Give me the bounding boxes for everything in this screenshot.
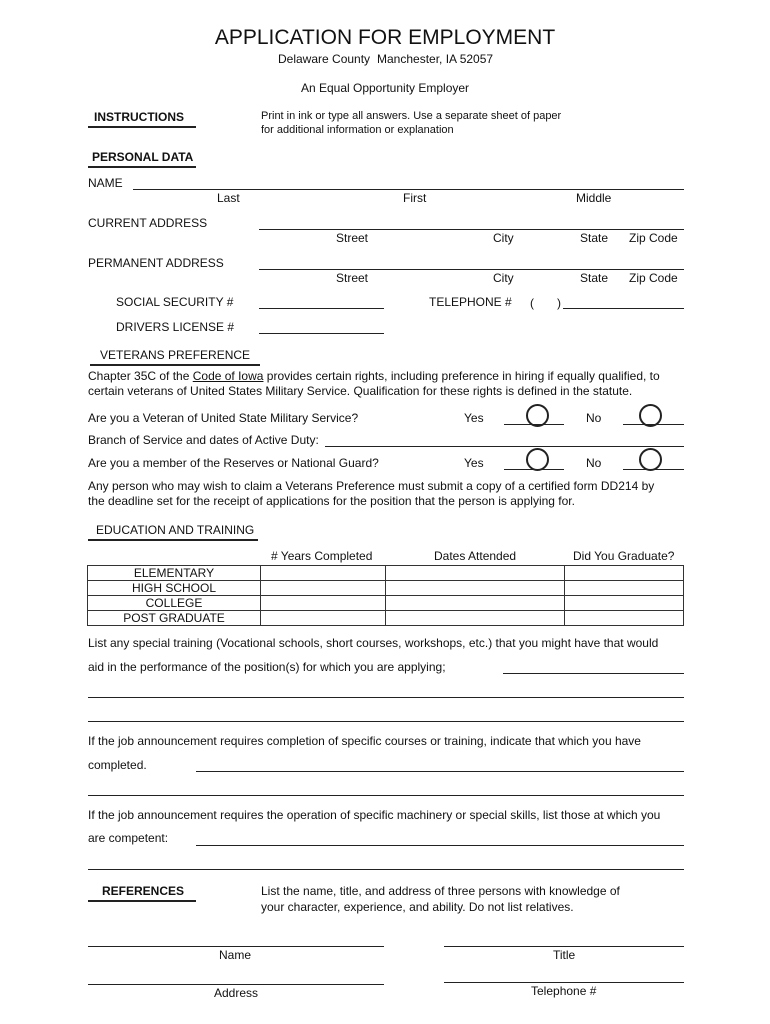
drivers-license-label: DRIVERS LICENSE # xyxy=(116,320,235,334)
claim-line-1: Any person who may wish to claim a Veterans Preference must submit a copy of a certified form DD214 by xyxy=(88,479,655,493)
reference-title-caption: Title xyxy=(553,948,576,962)
post-graduate-years-cell[interactable] xyxy=(261,611,386,626)
telephone-paren-open: ( xyxy=(530,296,534,310)
veterans-chapter-line-2: certain veterans of United States Military Service. Qualification for these rights is defined in the statute. xyxy=(88,384,633,398)
column-did-you-graduate: Did You Graduate? xyxy=(573,549,675,563)
elementary-years-cell[interactable] xyxy=(261,566,386,581)
page-title: APPLICATION FOR EMPLOYMENT xyxy=(214,26,556,49)
machinery-line-1: If the job announcement requires the operation of specific machinery or special skills, list those at which you xyxy=(88,808,661,822)
name-last-caption: Last xyxy=(217,191,240,205)
veteran-question: Are you a Veteran of United State Military Service? xyxy=(88,411,359,425)
courses-field-2[interactable] xyxy=(88,795,684,796)
reserves-question: Are you a member of the Reserves or National Guard? xyxy=(88,456,379,470)
table-row xyxy=(88,611,684,626)
college-years-cell[interactable] xyxy=(261,596,386,611)
high-school-dates-cell[interactable] xyxy=(386,581,565,596)
branch-field[interactable] xyxy=(325,446,684,447)
name-middle-caption: Middle xyxy=(576,191,612,205)
references-heading: REFERENCES xyxy=(102,884,185,898)
machinery-line-2: are competent: xyxy=(88,831,169,845)
current-street-caption: Street xyxy=(336,231,369,245)
column-dates-attended: Dates Attended xyxy=(434,549,517,563)
college-dates-cell[interactable] xyxy=(386,596,565,611)
elementary-dates-cell[interactable] xyxy=(386,566,565,581)
county-location: Manchester, IA 52057 xyxy=(377,52,494,66)
drivers-license-field[interactable] xyxy=(259,333,384,334)
branch-label: Branch of Service and dates of Active Duty: xyxy=(88,433,319,447)
education-row-label: ELEMENTARY xyxy=(88,566,261,581)
current-city-caption: City xyxy=(493,231,514,245)
permanent-address-label: PERMANENT ADDRESS xyxy=(88,256,224,270)
reference-name-caption: Name xyxy=(219,948,252,962)
current-address-label: CURRENT ADDRESS xyxy=(88,216,208,230)
instructions-line-2: for additional information or explanation xyxy=(261,124,454,136)
table-row xyxy=(88,581,684,596)
current-zip-caption: Zip Code xyxy=(629,231,678,245)
permanent-address-field[interactable] xyxy=(259,269,684,270)
veterans-heading-underline xyxy=(90,364,260,366)
reference-name-field[interactable] xyxy=(88,946,384,947)
reference-address-field[interactable] xyxy=(88,984,384,985)
telephone-paren-close: ) xyxy=(557,296,561,310)
education-heading: EDUCATION AND TRAINING xyxy=(96,523,255,537)
reference-telephone-caption: Telephone # xyxy=(531,984,597,998)
reserves-yes-radio[interactable] xyxy=(526,448,549,471)
veterans-heading: VETERANS PREFERENCE xyxy=(100,348,251,362)
veterans-chapter-line-1: Chapter 35C of the Code of Iowa provides certain rights, including preference in hiring if equally qualified, to xyxy=(88,369,660,383)
table-row xyxy=(88,596,684,611)
references-line-2: your character, experience, and ability. Do not list relatives. xyxy=(261,900,574,914)
reference-title-field[interactable] xyxy=(444,946,684,947)
personal-heading-underline xyxy=(88,166,196,168)
references-line-1: List the name, title, and address of three persons with knowledge of xyxy=(261,884,620,898)
veteran-yes-radio[interactable] xyxy=(526,404,549,427)
courses-line-2: completed. xyxy=(88,758,147,772)
instructions-heading: INSTRUCTIONS xyxy=(94,110,184,124)
county-name: Delaware County xyxy=(278,52,371,66)
eoe-statement: An Equal Opportunity Employer xyxy=(300,81,470,95)
special-training-field-2[interactable] xyxy=(88,697,684,698)
post-graduate-graduate-cell[interactable] xyxy=(565,611,684,626)
current-address-field[interactable] xyxy=(259,229,684,230)
education-row-label: HIGH SCHOOL xyxy=(88,581,261,596)
elementary-graduate-cell[interactable] xyxy=(565,566,684,581)
personal-data-heading: PERSONAL DATA xyxy=(92,150,194,164)
telephone-field[interactable] xyxy=(563,308,684,309)
high-school-years-cell[interactable] xyxy=(261,581,386,596)
code-of-iowa-reference: Code of Iowa xyxy=(192,369,264,383)
name-label: NAME xyxy=(88,176,123,190)
college-graduate-cell[interactable] xyxy=(565,596,684,611)
claim-line-2: the deadline set for the receipt of applications for the position that the person is applying for. xyxy=(88,494,575,508)
current-state-caption: State xyxy=(580,231,609,245)
education-row-label: POST GRADUATE xyxy=(88,611,261,626)
education-table xyxy=(87,565,684,626)
reserves-yes-label: Yes xyxy=(464,456,484,470)
reserves-no-radio[interactable] xyxy=(639,448,662,471)
ssn-label: SOCIAL SECURITY # xyxy=(116,295,234,309)
veteran-yes-label: Yes xyxy=(464,411,484,425)
education-row-label: COLLEGE xyxy=(88,596,261,611)
reference-telephone-field[interactable] xyxy=(444,982,684,983)
name-field[interactable] xyxy=(133,189,684,190)
table-row xyxy=(88,566,684,581)
reference-address-caption: Address xyxy=(214,986,259,1000)
telephone-label: TELEPHONE # xyxy=(429,295,512,309)
permanent-street-caption: Street xyxy=(336,271,369,285)
education-heading-underline xyxy=(88,539,258,541)
courses-field-1[interactable] xyxy=(196,771,684,772)
column-years-completed: # Years Completed xyxy=(271,549,373,563)
veteran-no-label: No xyxy=(586,411,602,425)
instructions-heading-underline xyxy=(88,126,196,128)
special-training-line-1: List any special training (Vocational schools, short courses, workshops, etc.) that you might have that would xyxy=(88,636,659,650)
permanent-city-caption: City xyxy=(493,271,514,285)
permanent-state-caption: State xyxy=(580,271,609,285)
courses-line-1: If the job announcement requires completion of specific courses or training, indicate that which you have xyxy=(88,734,641,748)
high-school-graduate-cell[interactable] xyxy=(565,581,684,596)
special-training-field-1[interactable] xyxy=(503,673,684,674)
reserves-no-label: No xyxy=(586,456,602,470)
name-first-caption: First xyxy=(403,191,427,205)
instructions-line-1: Print in ink or type all answers. Use a separate sheet of paper xyxy=(261,110,562,122)
veteran-no-radio[interactable] xyxy=(639,404,662,427)
permanent-zip-caption: Zip Code xyxy=(629,271,678,285)
machinery-field-1[interactable] xyxy=(196,845,684,846)
machinery-field-2[interactable] xyxy=(88,869,684,870)
special-training-line-2: aid in the performance of the position(s) for which you are applying; xyxy=(88,660,446,674)
special-training-field-3[interactable] xyxy=(88,721,684,722)
post-graduate-dates-cell[interactable] xyxy=(386,611,565,626)
references-heading-underline xyxy=(88,900,196,902)
ssn-field[interactable] xyxy=(259,308,384,309)
